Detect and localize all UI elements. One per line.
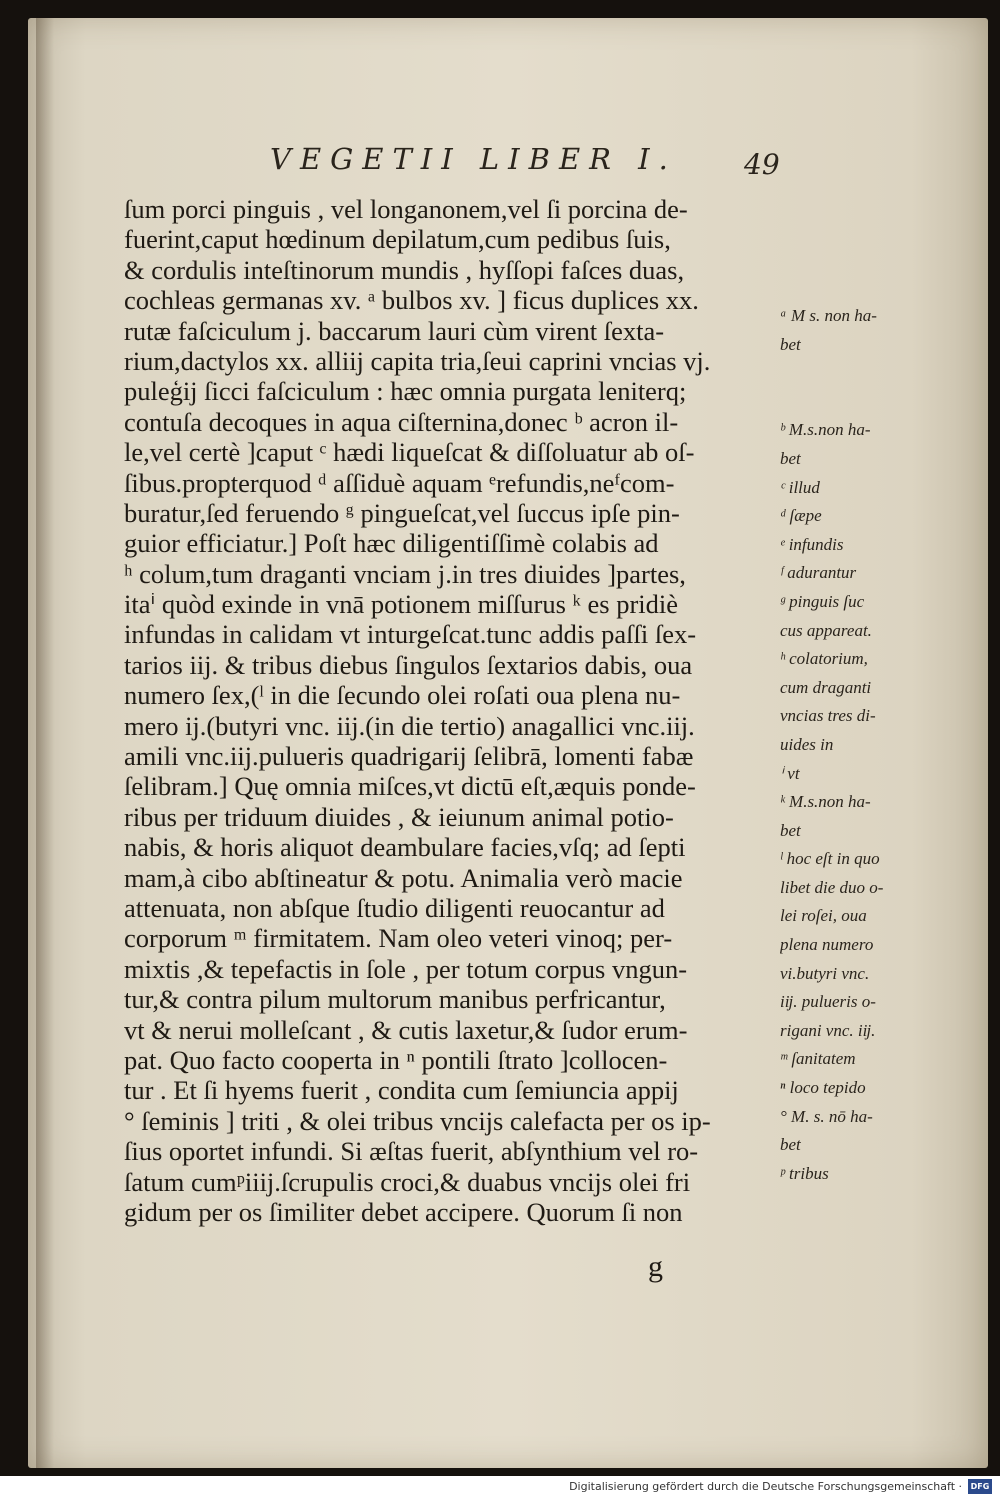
text-line: fuerint,caput hœdinum depilatum,cum pedibus ſuis,: [124, 224, 671, 255]
main-text-block: [124, 194, 784, 1227]
text-line: attenuata, non abſque ſtudio diligenti reuocantur ad: [124, 892, 665, 923]
text-line: rium,dactylos xx. alliĳ capita tria,ſeui caprini vncias vj.: [124, 345, 711, 376]
marginal-note-line: bet: [780, 334, 801, 354]
text-line: ſibus.propterquod ᵈ aſſiduè aquam ᵉrefundis,neᶠcom-: [124, 467, 675, 498]
text-line: guior efficiatur.] Poſt hæc diligentiſſimè colabis ad: [124, 528, 659, 559]
text-line: infundas in calidam vt inturgeſcat.tunc addis paſſi ſex-: [124, 619, 697, 650]
marginal-note-line: plena numero: [780, 935, 874, 955]
text-line: vt & nerui molleſcant , & cutis laxetur,& ſudor erum-: [124, 1014, 688, 1045]
marginal-note-line: bet: [780, 1135, 801, 1155]
text-line: cochleas germanas xv. ᵃ bulbos xv. ] ficus duplices xx.: [124, 285, 699, 316]
text-line: & cordulis inteſtinorum mundis , hyſſopi faſces duas,: [124, 254, 685, 285]
marginal-note-line: ᵃ M s. non ha-: [780, 306, 877, 325]
text-line: corporum ᵐ firmitatem. Nam oleo veteri vinoq; per-: [124, 923, 673, 954]
text-line: tur,& contra pilum multorum manibus perfricantur,: [124, 984, 666, 1015]
marginal-note-line: rigani vnc. iĳ.: [780, 1020, 876, 1040]
text-line: ° ſeminis ] triti , & olei tribus vncĳs calefacta per os ip-: [124, 1105, 711, 1136]
marginal-note-line: ᶜ illud: [780, 477, 820, 497]
text-line: puleģĳ ſicci faſciculum : hæc omnia purgata leniterq;: [124, 376, 687, 407]
text-line: ſelibram.] Quę omnia miſces,vt dictū eſt,æquis ponde-: [124, 771, 696, 802]
text-line: ſatum cumᵖiiij.ſcrupulis croci,& duabus vncijs olei fri: [124, 1166, 691, 1197]
signature-mark: g: [648, 1250, 663, 1283]
marginal-note-line: bet: [780, 820, 801, 840]
marginal-note-line: ᵍ pinguis ſuc: [780, 591, 865, 611]
text-line: mam,à cibo abſtineatur & potu. Animalia verò macie: [124, 862, 683, 893]
text-line: ſum porci pinguis , vel longanonem,vel ſi porcina de-: [124, 194, 688, 224]
marginal-note-line: ᶠ adurantur: [780, 563, 857, 583]
text-line: numero ſex,(ˡ in die ſecundo olei roſati oua plena nu-: [124, 680, 681, 711]
text-line: le,vel certè ]caput ᶜ hædi liqueſcat & diſſoluatur ab oſ-: [124, 437, 695, 468]
marginal-note-line: uides in: [780, 734, 834, 754]
marginal-notes: [780, 302, 930, 1188]
digitization-footer: [0, 1476, 1000, 1499]
running-head: VEGETII LIBER I.: [270, 142, 677, 176]
marginal-note-line: ʰ colatorium,: [780, 649, 868, 669]
text-line: amili vnc.iĳ.pulueris quadrigarĳ ſelibrā, lomenti fabæ: [124, 741, 694, 772]
text-line: tur . Et ſi hyems fuerit , condita cum ſemiuncia appĳ: [124, 1075, 679, 1106]
text-line: ſius oportet infundi. Si æſtas fuerit, abſynthium vel ro-: [124, 1136, 699, 1167]
marginal-note-line: [780, 388, 930, 417]
marginal-note-line: ⁿ loco tepido: [780, 1078, 866, 1098]
marginal-note-line: [780, 359, 930, 388]
dfg-logo-icon: DFG: [968, 1479, 992, 1494]
marginal-note-line: ˡ hoc eſt in quo: [780, 849, 880, 869]
marginal-note-line: iĳ. pulueris o-: [780, 992, 876, 1012]
text-line: tarios iĳ. & tribus diebus ſingulos ſextarios dabis, oua: [124, 649, 693, 680]
text-line: rutæ faſciculum j. baccarum lauri cùm virent ſexta-: [124, 315, 665, 346]
marginal-note-line: ᵇ M.s.non ha-: [780, 420, 871, 440]
marginal-note-line: ᵖ tribus: [780, 1163, 829, 1183]
text-line: ʰ colum,tum draganti vnciam j.in tres diuides ]partes,: [124, 558, 686, 589]
marginal-note-line: ⁱ vt: [780, 763, 800, 783]
marginal-note-line: vncias tres di-: [780, 706, 876, 726]
marginal-note-line: vi.butyri vnc.: [780, 963, 870, 983]
marginal-note-line: ᵈ ſæpe: [780, 506, 822, 526]
text-line: buratur,ſed feruendo ᵍ pingueſcat,vel ſuccus ipſe pin-: [124, 497, 680, 528]
page-number: 49: [744, 148, 780, 181]
marginal-note-line: bet: [780, 448, 801, 468]
text-line: itaⁱ quòd exinde in vnā potionem miſſurus ᵏ es pridiè: [124, 589, 679, 620]
text-line: nabis, & horis aliquot deambulare facies,vſq; ad ſepti: [124, 832, 686, 863]
marginal-note-line: cus appareat.: [780, 620, 872, 640]
book-page: [28, 18, 988, 1468]
marginal-note-line: ᵏ M.s.non ha-: [780, 792, 871, 812]
footer-credit: Digitalisierung gefördert durch die Deutsche Forschungsgemeinschaft ·: [569, 1480, 962, 1493]
marginal-note-line: ᵐ ſanitatem: [780, 1049, 856, 1069]
marginal-note-line: ° M. s. nō ha-: [780, 1106, 873, 1126]
marginal-note-line: cum draganti: [780, 677, 872, 697]
text-line: ribus per triduum diuides , & ieiunum animal potio-: [124, 801, 674, 832]
text-line: pat. Quo facto cooperta in ⁿ pontili ſtrato ]collocen-: [124, 1044, 668, 1075]
text-line: mixtis ,& tepefactis in ſole , per totum corpus vngun-: [124, 953, 688, 984]
marginal-note-line: lei roſei, oua: [780, 906, 867, 926]
text-line: gidum per os ſimiliter debet accipere. Quorum ſi non: [124, 1196, 683, 1227]
marginal-note-line: ᵉ infundis: [780, 534, 844, 554]
text-line: mero ĳ.(butyri vnc. iĳ.(in die tertio) anagallici vnc.iĳ.: [124, 710, 695, 741]
marginal-note-line: libet die duo o-: [780, 877, 884, 897]
text-line: contuſa decoques in aqua ciſternina,donec ᵇ acron il-: [124, 406, 679, 437]
